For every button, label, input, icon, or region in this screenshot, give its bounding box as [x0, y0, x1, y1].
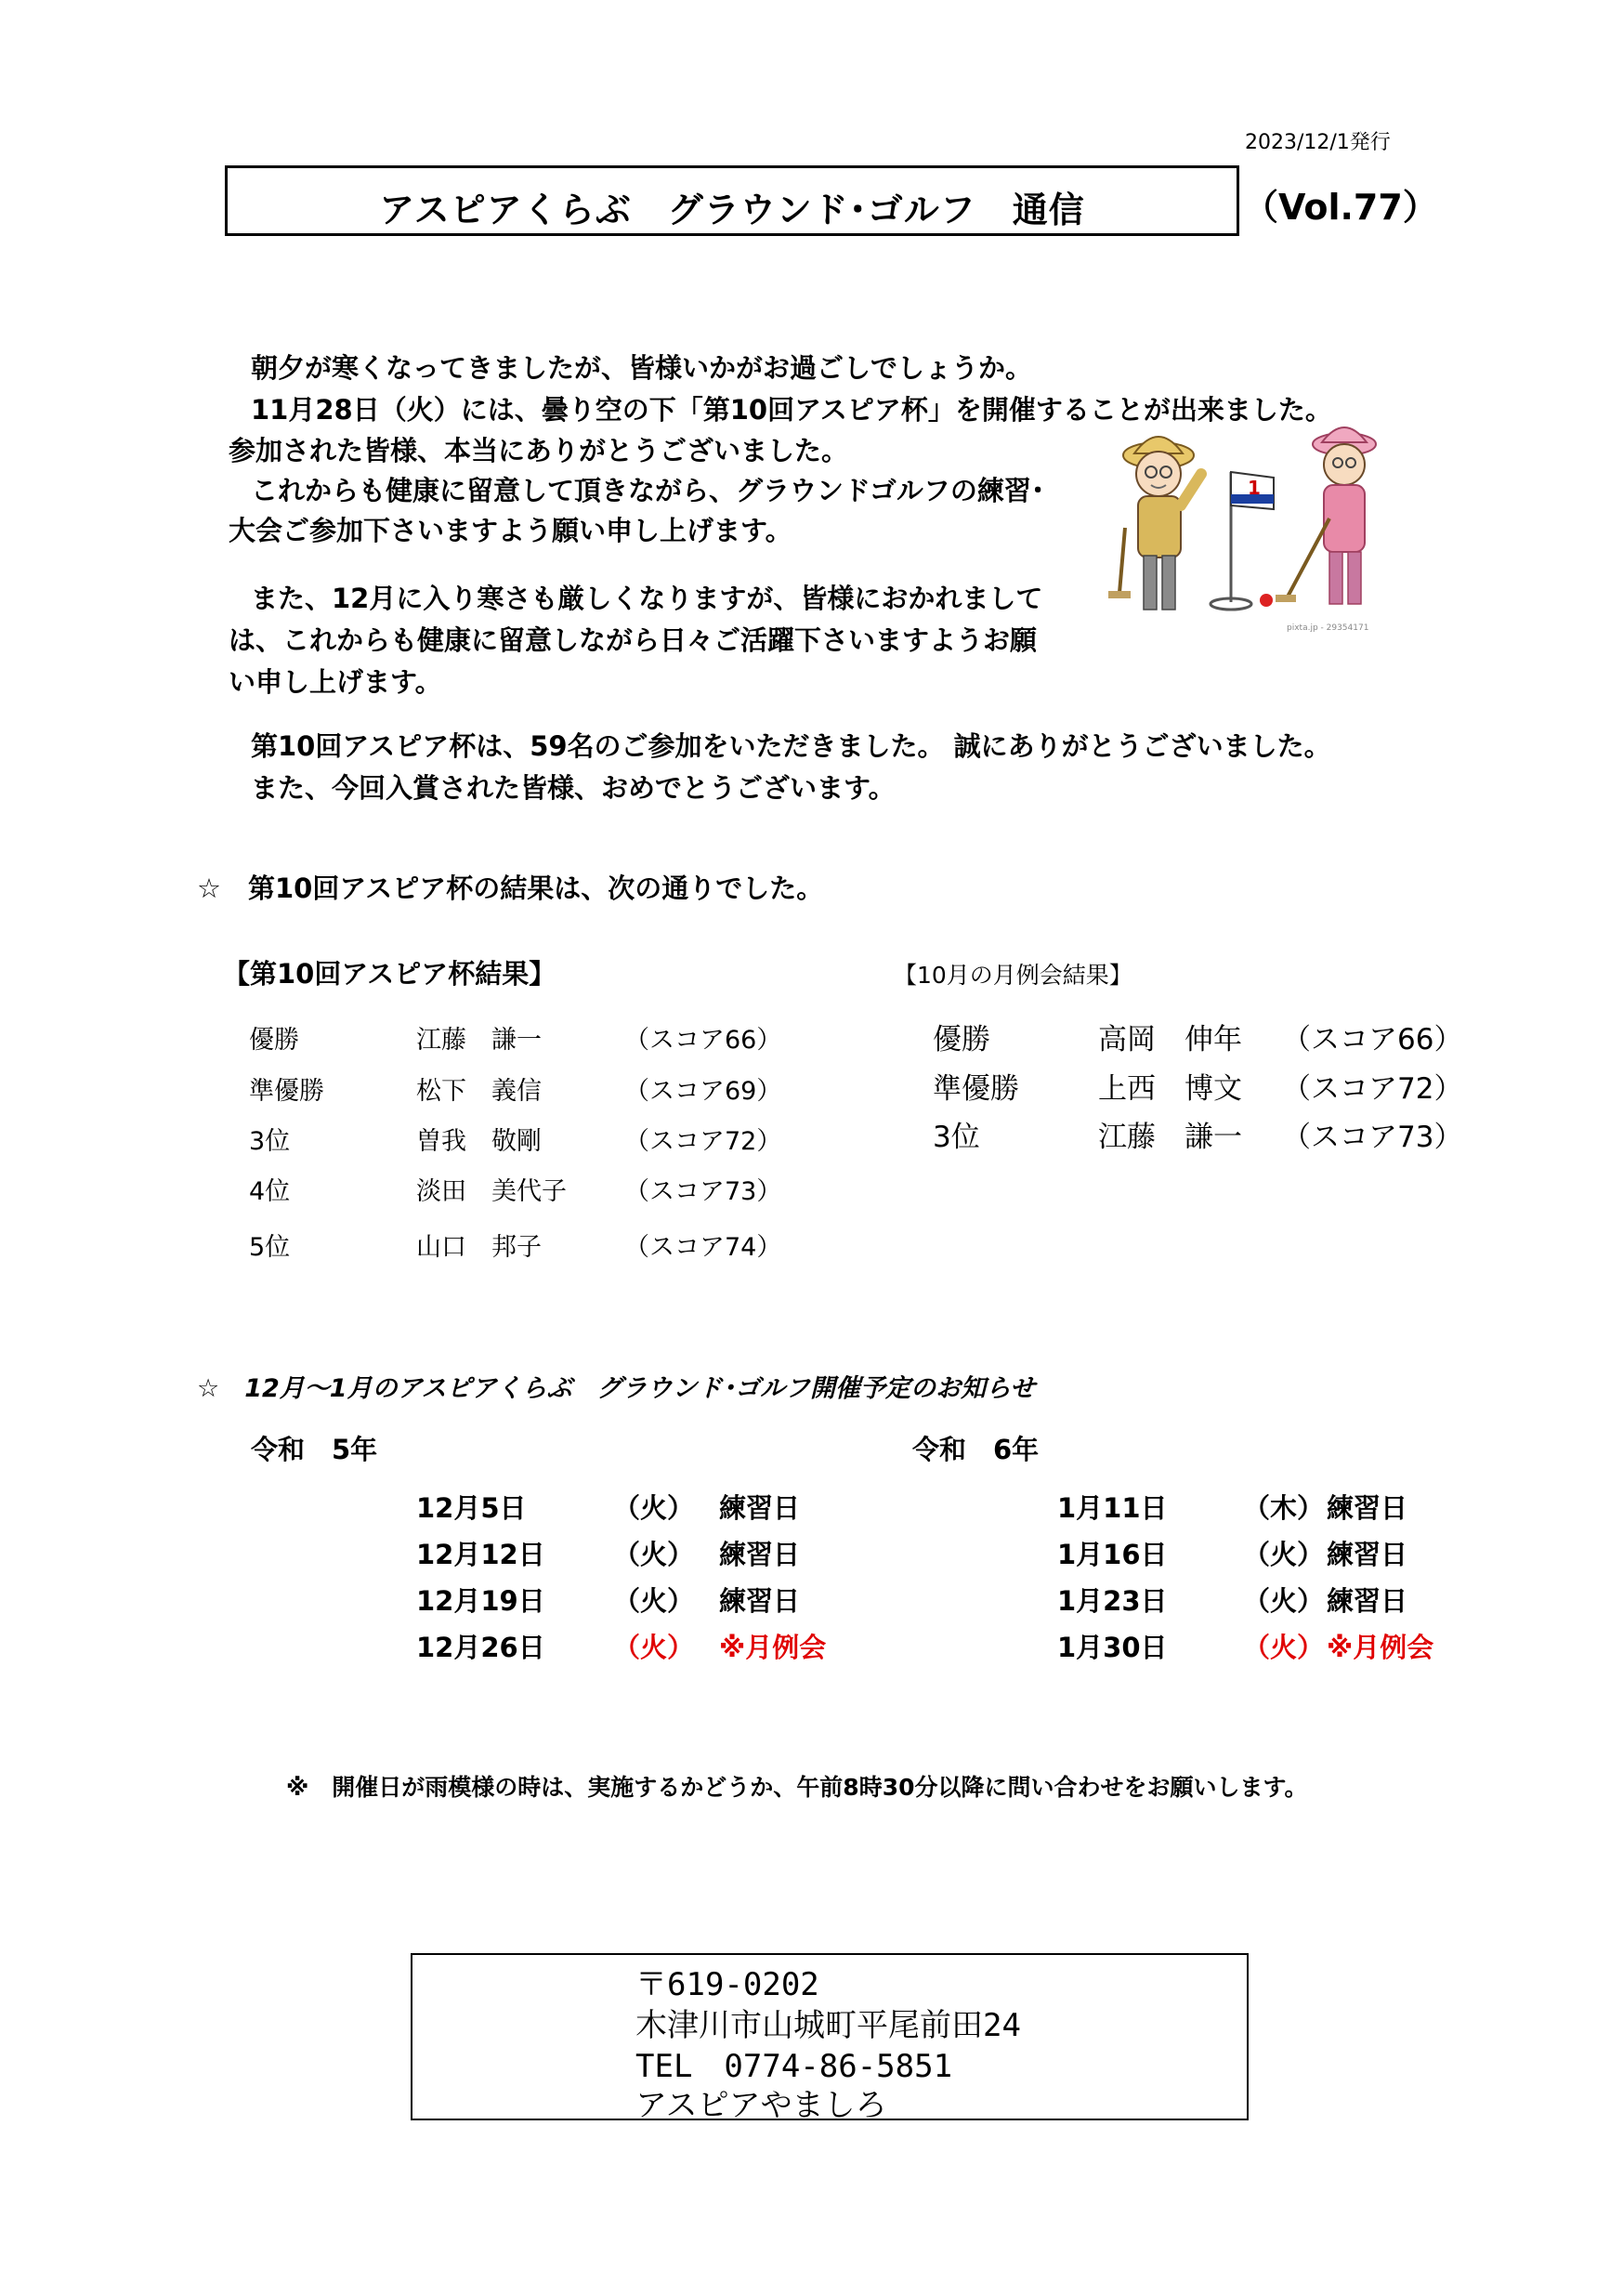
- cup-results-title: 【第10回アスピア杯結果】: [223, 958, 556, 990]
- illustration-credit: pixta.jp - 29354171: [1287, 623, 1369, 633]
- address-box: [411, 1953, 1249, 2124]
- monthly-score: （スコア73）: [1282, 1121, 1463, 1154]
- schedule-day: （火）: [613, 1492, 695, 1524]
- cup-rank: 4位: [249, 1177, 291, 1206]
- postal-code: 〒619-0202: [635, 1966, 819, 2003]
- schedule-event: 練習日: [719, 1539, 801, 1570]
- cup-name: 淡田 美代子: [416, 1177, 567, 1206]
- schedule-day: （火）: [1243, 1539, 1325, 1570]
- monthly-name: 上西 博文: [1098, 1072, 1242, 1106]
- cup-name: 松下 義信: [416, 1077, 542, 1106]
- schedule-date: 12月26日: [416, 1632, 545, 1663]
- monthly-name: 江藤 謙一: [1098, 1121, 1242, 1154]
- intro-line: 第10回アスピア杯は、59名のご参加をいただきました。 誠にありがとうございました。: [251, 730, 1331, 762]
- schedule-date: 1月23日: [1057, 1585, 1168, 1617]
- intro-line: 11月28日（火）には、曇り空の下「第10回アスピア杯」を開催することが出来ました。: [251, 394, 1332, 426]
- schedule-event: 練習日: [1327, 1539, 1408, 1570]
- cup-name: 山口 邦子: [416, 1233, 542, 1262]
- cup-score: （スコア74）: [624, 1233, 782, 1262]
- cup-rank: 3位: [249, 1127, 291, 1156]
- intro-line: また、今回入賞された皆様、おめでとうございます。: [251, 772, 896, 804]
- monthly-results-title: 【10月の月例会結果】: [894, 962, 1132, 989]
- schedule-heading: ☆ 12月～1月のアスピアくらぶ グラウンド･ゴルフ開催予定のお知らせ: [197, 1374, 1036, 1403]
- monthly-score: （スコア72）: [1282, 1072, 1463, 1106]
- schedule-date: 1月11日: [1057, 1492, 1168, 1524]
- cup-score: （スコア72）: [624, 1127, 782, 1156]
- intro-line: また、12月に入り寒さも厳しくなりますが、皆様におかれまして: [251, 583, 1043, 614]
- ground-golf-illustration: [1101, 416, 1407, 649]
- schedule-day: （火）: [1243, 1585, 1325, 1617]
- issue-date: 2023/12/1発行: [1245, 131, 1391, 154]
- schedule-date: 12月5日: [416, 1492, 527, 1524]
- intro-line: 大会ご参加下さいますよう願い申し上げます。: [229, 515, 792, 546]
- monthly-rank: 優勝: [933, 1023, 990, 1056]
- cup-score: （スコア73）: [624, 1177, 782, 1206]
- schedule-event: 練習日: [1327, 1492, 1408, 1524]
- old-woman-figure: [1276, 427, 1376, 604]
- intro-line: 朝夕が寒くなってきましたが、皆様いかがお過ごしでしょうか。: [251, 352, 1033, 384]
- schedule-date: 12月19日: [416, 1585, 545, 1617]
- flag-number: 1: [1248, 477, 1261, 499]
- old-man-figure: [1108, 437, 1201, 610]
- flag-post: [1211, 472, 1274, 610]
- schedule-event: 練習日: [719, 1585, 801, 1617]
- page-title: アスピアくらぶ グラウンド･ゴルフ 通信: [379, 190, 1085, 230]
- schedule-event: 練習日: [719, 1492, 801, 1524]
- cup-rank: 優勝: [249, 1026, 299, 1055]
- monthly-name: 高岡 伸年: [1098, 1023, 1242, 1056]
- cup-name: 江藤 謙一: [416, 1026, 542, 1055]
- schedule-day: （木）: [1243, 1492, 1325, 1524]
- intro-line: 参加された皆様、本当にありがとうございました。: [229, 435, 849, 466]
- schedule-date: 1月16日: [1057, 1539, 1168, 1570]
- schedule-day: （火）: [613, 1585, 695, 1617]
- phone-number: TEL 0774-86-5851: [635, 2048, 953, 2085]
- monthly-rank: 3位: [933, 1121, 980, 1154]
- results-heading: ☆ 第10回アスピア杯の結果は、次の通りでした。: [197, 872, 824, 904]
- schedule-event: 練習日: [1327, 1585, 1408, 1617]
- volume-label: （Vol.77）: [1243, 187, 1438, 228]
- schedule-date: 1月30日: [1057, 1632, 1168, 1663]
- schedule-year-right: 令和 6年: [912, 1434, 1040, 1465]
- monthly-score: （スコア66）: [1282, 1023, 1463, 1056]
- cup-score: （スコア69）: [624, 1077, 782, 1106]
- title-box: [225, 165, 1239, 236]
- cup-score: （スコア66）: [624, 1026, 782, 1055]
- monthly-rank: 準優勝: [933, 1072, 1019, 1106]
- cup-rank: 5位: [249, 1233, 291, 1262]
- schedule-date: 12月12日: [416, 1539, 545, 1570]
- street-address: 木津川市山城町平尾前田24: [635, 2007, 1021, 2044]
- cup-rank: 準優勝: [249, 1077, 324, 1106]
- intro-line: これからも健康に留意して頂きながら、グラウンドゴルフの練習･: [251, 475, 1045, 506]
- organization-name: アスピアやましろ: [635, 2087, 887, 2124]
- schedule-year-left: 令和 5年: [251, 1434, 378, 1465]
- intro-line: は、これからも健康に留意しながら日々ご活躍下さいますようお願: [229, 624, 1038, 656]
- schedule-day: （火）: [613, 1632, 695, 1663]
- intro-line: い申し上げます。: [229, 666, 442, 698]
- schedule-event: ※月例会: [1327, 1632, 1434, 1663]
- schedule-day: （火）: [1243, 1632, 1325, 1663]
- rain-notice: ※ 開催日が雨模様の時は、実施するかどうか、午前8時30分以降に問い合わせをお願いします。: [286, 1774, 1308, 1801]
- cup-name: 曽我 敬剛: [416, 1127, 542, 1156]
- schedule-event: ※月例会: [719, 1632, 827, 1663]
- schedule-day: （火）: [613, 1539, 695, 1570]
